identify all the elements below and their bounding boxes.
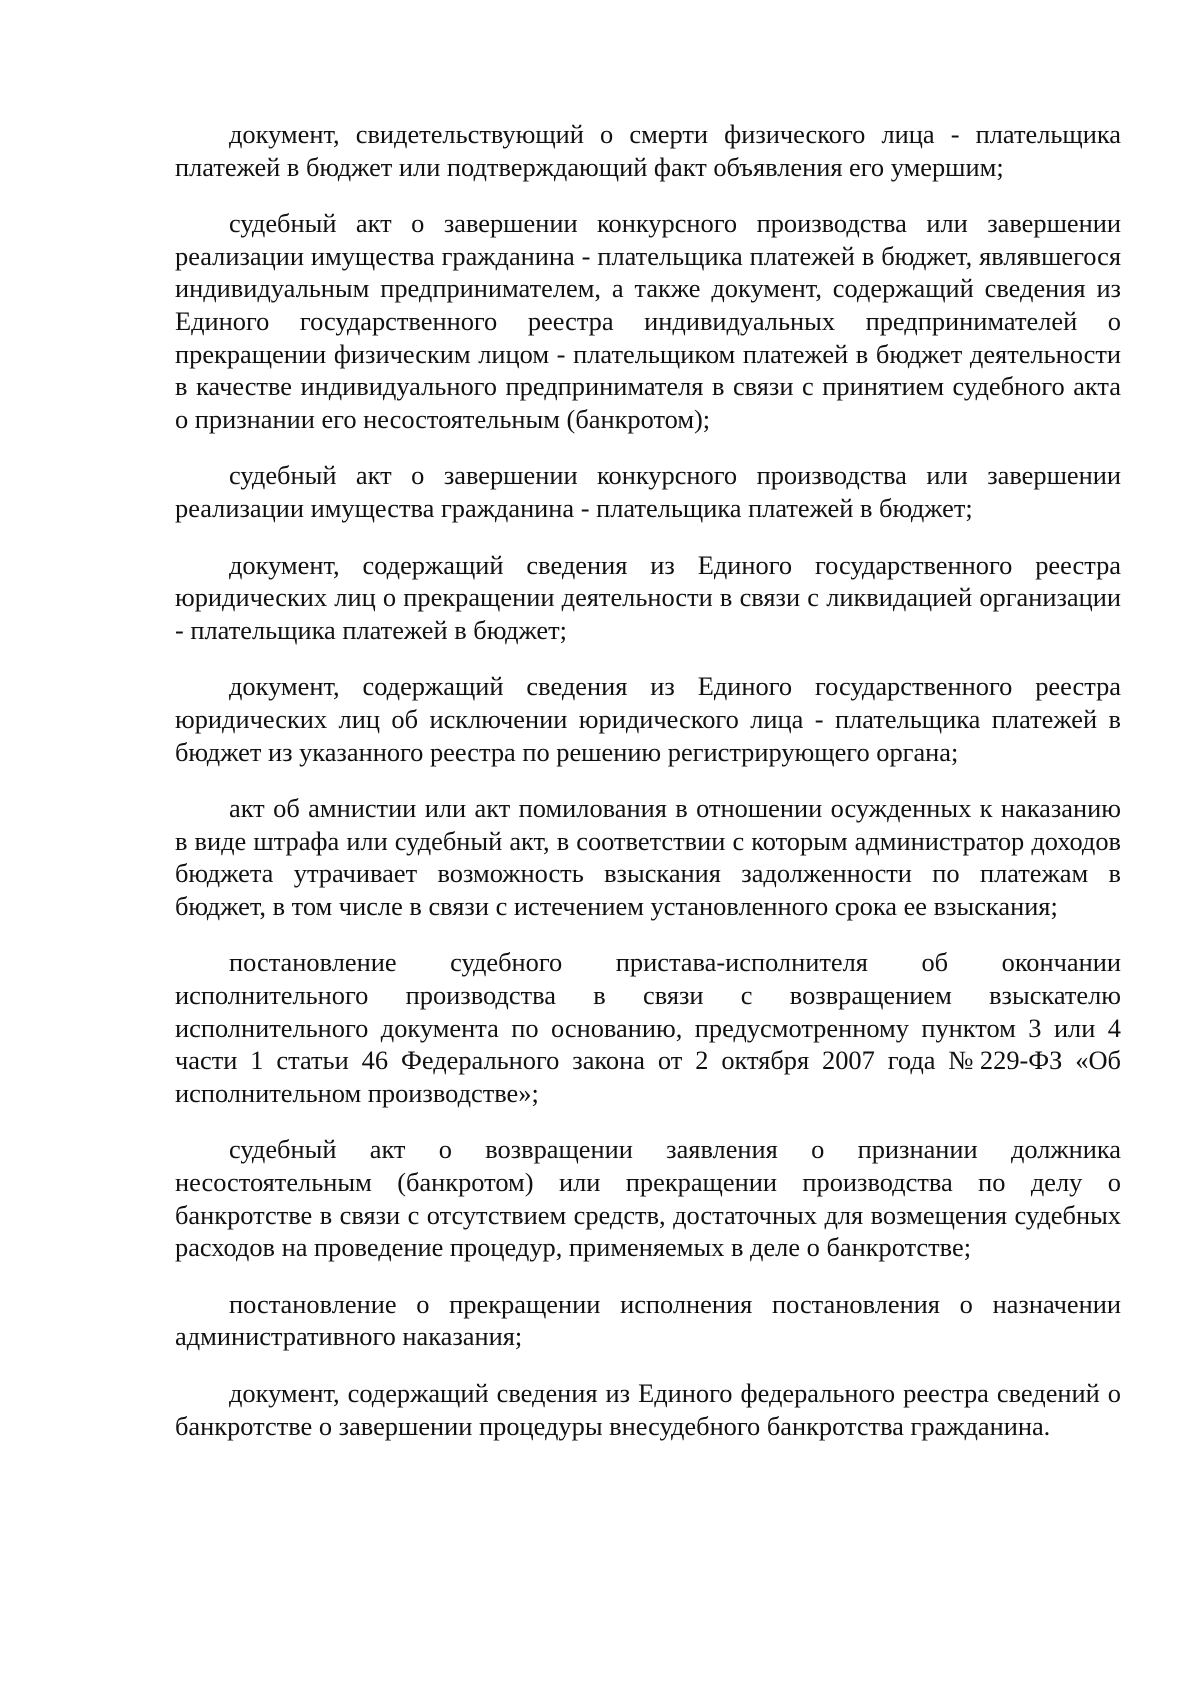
paragraph-bailiff-resolution: постановление судебного пристава-исполнителя об окончании исполнительного производства в связи с возвращением взыскателю исполнительного документа по основанию, предусмотренному пунктом 3 или 4 части 1 статьи 46 Федерального закона от 2 октября 2007 года №229-ФЗ «Об исполнительном производстве»; xyxy=(175,947,1121,1108)
paragraph-bankruptcy-citizen: судебный акт о завершении конкурсного производства или завершении реализации имущества гражданина - плательщика платежей в бюджет; xyxy=(175,460,1121,523)
paragraph-death-document: документ, свидетельствующий о смерти физического лица - плательщика платежей в бюджет или подтверждающий факт объявления его умершим; xyxy=(175,119,1121,182)
paragraph-liquidation: документ, содержащий сведения из Единого государственного реестра юридических лиц о прекращении деятельности в связи с ликвидацией организации - плательщика платежей в бюджет; xyxy=(175,549,1121,645)
paragraph-extrajudicial-bankruptcy: документ, содержащий сведения из Единого федерального реестра сведений о банкротстве о завершении процедуры внесудебного банкротства гражданина. xyxy=(175,1378,1121,1441)
paragraph-bankruptcy-return: судебный акт о возвращении заявления о признании должника несостоятельным (банкротом) или прекращении производства по делу о банкротстве в связи с отсутствием средств, достаточных для возмещения судебных расходов на проведение процедур, применяемых в деле о банкротстве; xyxy=(175,1134,1121,1263)
document-body xyxy=(175,118,1121,1466)
paragraph-bankruptcy-entrepreneur: судебный акт о завершении конкурсного производства или завершении реализации имущества гражданина - плательщика платежей в бюджет, являвшегося индивидуальным предпринимателем, а также документ, содержащий сведения из Единого государственного реестра индивидуальных предпринимателей о прекращении физическим лицом - плательщиком платежей в бюджет деятельности в качестве индивидуального предпринимателя в связи с принятием судебного акта о признании его несостоятельным (банкротом); xyxy=(175,208,1121,434)
paragraph-amnesty: акт об амнистии или акт помилования в отношении осужденных к наказанию в виде штрафа или судебный акт, в соответствии с которым администратор доходов бюджета утрачивает возможность взыскания задолженности по платежам в бюджет, в том числе в связи с истечением установленного срока ее взыскания; xyxy=(175,793,1121,921)
paragraph-registry-exclusion: документ, содержащий сведения из Единого государственного реестра юридических лиц об исключении юридического лица - плательщика платежей в бюджет из указанного реестра по решению регистрирующего органа; xyxy=(175,671,1121,767)
paragraph-administrative-penalty: постановление о прекращении исполнения постановления о назначении административного наказания; xyxy=(175,1288,1121,1352)
